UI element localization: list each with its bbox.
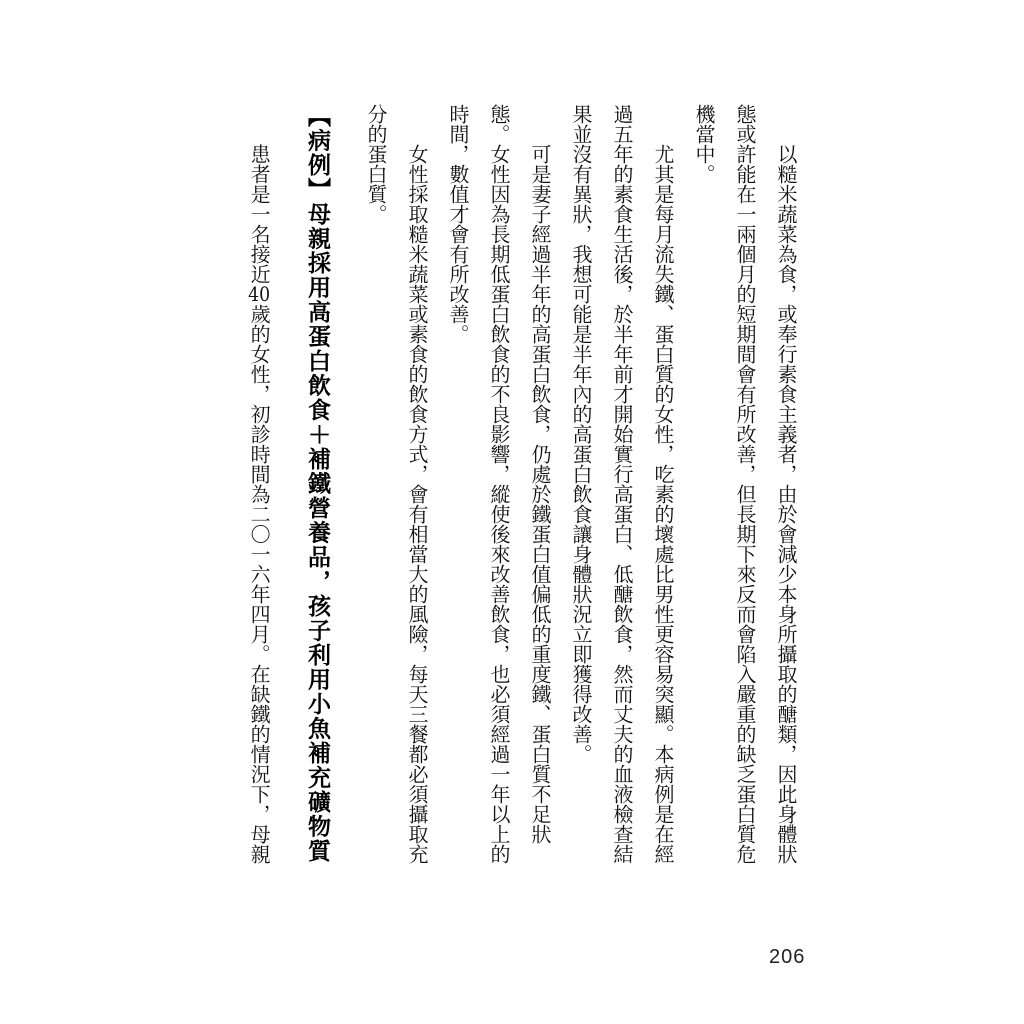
paragraph-3: 可是妻子經過半年的高蛋白飲食，仍處於鐵蛋白值偏低的重度鐵、蛋白質不足狀態。女性因為長期低蛋白飲食的不良影響，縱使後來改善飲食，也必須經過一年以上的時間，數值才會有所改善。: [446, 104, 552, 864]
tate-chu-yoko-age-number: 40: [248, 284, 271, 304]
page-body-vertical-text: [238, 104, 806, 874]
page-number: 206: [769, 946, 806, 968]
paragraph-2: 尤其是每月流失鐵、蛋白質的女性，吃素的壞處比男性更容易突顯。本病例是在經過五年的素食生活後，於半年前才開始實行高蛋白、低醣飲食，然而丈夫的血液檢查結果並沒有異狀，我想可能是半年內的高蛋白飲食讓身體狀況立即獲得改善。: [569, 104, 675, 864]
paragraph-5: [238, 104, 279, 874]
paragraph-4: 女性採取糙米蔬菜或素食的飲食方式，會有相當大的風險，每天三餐都必須攝取充分的蛋白質。: [364, 104, 429, 864]
paragraph-5-text-before-age: 患者是一名接近: [247, 144, 272, 284]
paragraph-1: 以糙米蔬菜為食，或奉行素食主義者，由於會減少本身所攝取的醣類，因此身體狀態或許能在一兩個月的短期間會有所改善，但長期下來反而會陷入嚴重的缺乏蛋白質危機當中。: [692, 104, 798, 864]
paragraph-5-text-after-age: 歲的女性，初診時間為二〇一六年四月。在缺鐵的情況下，母親: [247, 304, 272, 864]
case-study-heading: 【病例】母親採用高蛋白飲食＋補鐵營養品，孩子利用小魚補充礦物質: [304, 104, 331, 864]
